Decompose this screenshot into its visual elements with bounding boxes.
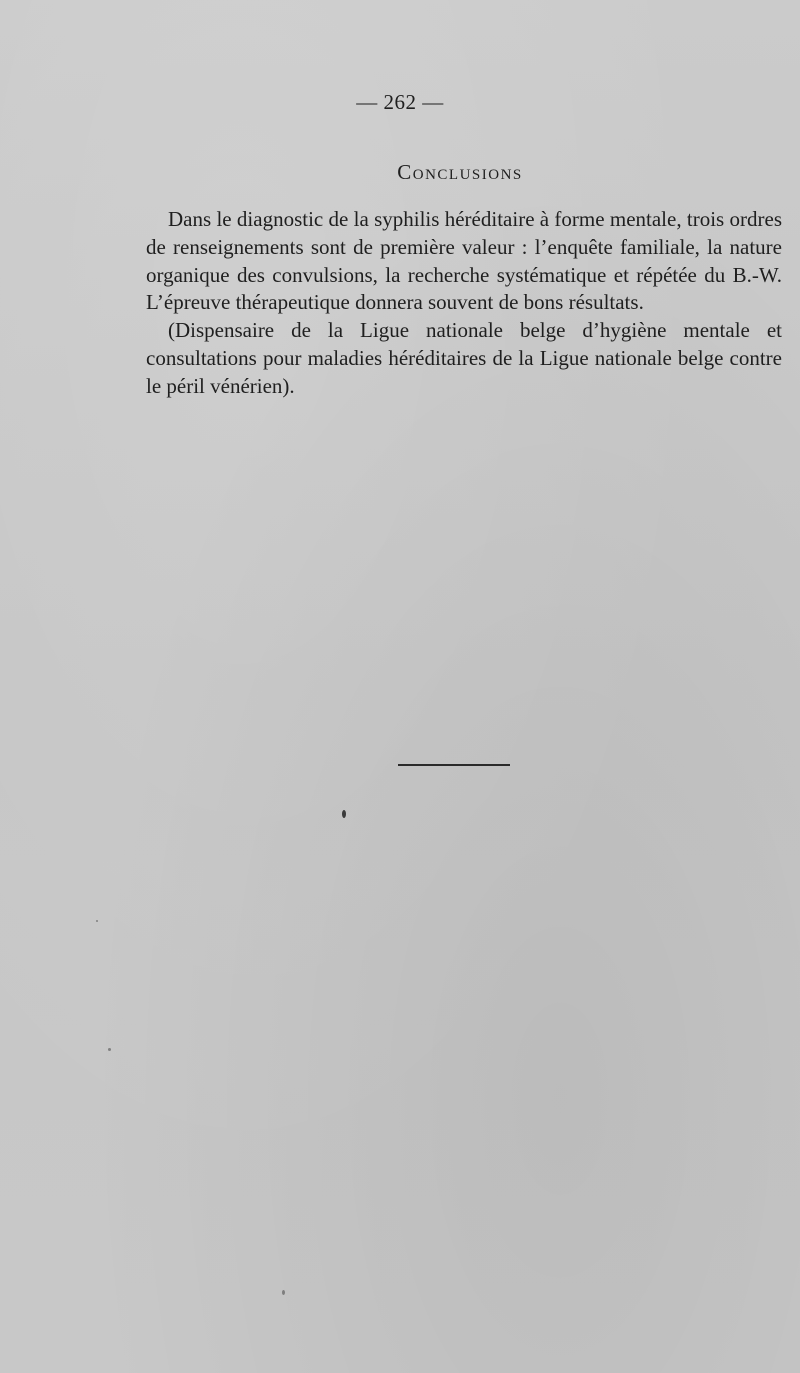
- ink-speck: [108, 1048, 111, 1051]
- page-number: — 262 —: [356, 90, 444, 114]
- section-heading: Conclusions: [397, 160, 523, 184]
- paragraph: (Dispensaire de la Ligue nationale belge d’hygiène mentale et consultations pour maladies héréditaires de la Ligue nationale belge contre le péril vénérien).: [146, 318, 782, 398]
- ink-speck: [96, 920, 98, 922]
- ink-speck: [282, 1290, 285, 1295]
- paragraph: Dans le diagnostic de la syphilis héréditaire à forme mentale, trois ordres de renseignements sont de première valeur : l’enquête familiale, la nature organique des convulsions, la recherche systématique et répétée du B.-W. L’épreuve thérapeutique donnera souvent de bons résultats.: [146, 207, 782, 315]
- end-rule: [398, 764, 510, 766]
- body-text: [146, 206, 782, 401]
- ink-speck: [342, 810, 346, 818]
